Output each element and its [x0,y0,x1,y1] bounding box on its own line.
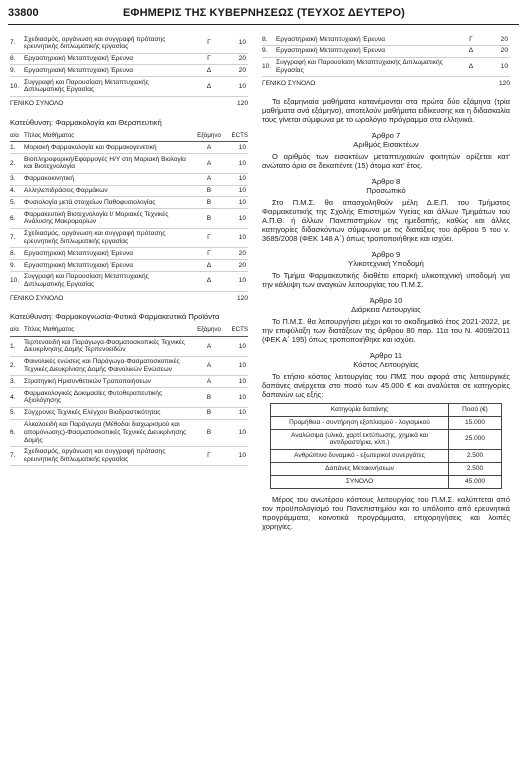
table-row [10,173,248,185]
article-10-title: Άρθρο 10 [369,295,403,305]
col-header-ects: ECTS [226,324,248,336]
table-row [10,337,248,357]
cost-category: Προμήθεια - συντήρηση εξοπλισμού - λογισμικού [271,416,449,429]
table-row [262,45,510,57]
course-title: Εργαστηριακή Μεταπτυχιακή Έρευνα [24,248,192,260]
total-value: 120 [236,294,248,302]
course-semester: Γ [192,53,226,65]
course-ects: 10 [226,77,248,97]
article-8-title: Άρθρο 8 [371,176,401,186]
course-title: Τερπενοειδή και Παράγωγα-Φασματοσκοπικές Τεχνικές Διευκρίνησης Δομής Τερπενοειδών [24,337,192,357]
table-row [10,185,248,197]
total-label: ΓΕΝΙΚΟ ΣΥΝΟΛΟ [10,294,64,302]
course-semester: Γ [192,248,226,260]
course-ects: 10 [226,271,248,291]
table-row [271,429,502,450]
cost-category: Ανθρώπινο δυναμικό - εξωτερικοί συνεργάτες [271,450,449,463]
table-row [271,416,502,429]
col-header-number: α/α [10,130,24,142]
cost-table [270,403,502,489]
course-number: 9. [262,45,276,57]
course-ects: 10 [226,337,248,357]
course-title: Φαρμακευτική Βιοτεχνολογία Ι/ Μοριακές Τεχνικές Ανάλυσης Μακρομορίων [24,209,192,229]
course-number: 4. [10,185,24,197]
course-semester: Δ [454,57,488,77]
table-row [10,356,248,376]
table-row [271,450,502,463]
table-row [10,228,248,248]
course-number: 4. [10,388,24,408]
course-ects: 10 [488,57,510,77]
article-7-text: Ο αριθμός των εισακτέων μεταπτυχιακών φοιτητών ορίζεται κατ' ανώτατο όριο σε δεκαπέντε (15) άτομα κατ' έτος. [262,151,510,170]
course-number: 8. [10,248,24,260]
cost-amount: 25.000 [449,429,502,450]
page-header [8,5,519,25]
course-ects: 10 [226,376,248,388]
course-title: Συγγραφή και Παρουσίαση Μεταπτυχιακής Διπλωματικής Εργασίας [276,57,454,77]
course-semester: Δ [192,260,226,272]
continued-curriculum-table [10,34,248,111]
article-11-subtitle: Κόστος Λειτουργίας [353,359,419,369]
table-row [10,271,248,291]
article-10-subtitle: Διάρκεια Λειτουργίας [351,304,421,314]
course-title: Φαινολικές ενώσεις και Παράγωγα-Φασματοσκοπικές Τεχνικές Διευκρίνισης Δομής Φαινολικών Ενώσεων [24,356,192,376]
course-semester: Β [192,407,226,419]
course-title: Εργαστηριακή Μεταπτυχιακή Έρευνα [276,45,454,57]
course-title: Αλληλεπιδράσεις Φαρμάκων [24,185,192,197]
table-row [10,197,248,209]
course-semester: Β [192,197,226,209]
course-number: 3. [10,376,24,388]
course-number: 10. [10,271,24,291]
course-ects: 10 [226,388,248,408]
course-semester: Α [192,376,226,388]
course-title: Σύγχρονες Τεχνικές Ελέγχου Βιοδραστικότητας [24,407,192,419]
article-9-title: Άρθρο 9 [371,249,401,259]
course-ects: 10 [226,34,248,53]
table-row [10,388,248,408]
course-ects: 20 [488,34,510,45]
col-header-semester: Εξάμηνο [192,130,226,142]
course-number: 6. [10,419,24,446]
pharmacognosy-curriculum-table [10,324,248,466]
course-ects: 20 [226,53,248,65]
final-paragraph: Μέρος του ανωτέρου κόστους λειτουργίας του Π.Μ.Σ. καλύπτεται από τον προϋπολογισμό του Πανεπιστημίου και το υπόλοιπο από ερευνητικά προγράμματα, κοινοτικά προγράμματα, επιχορηγήσεις και λοιπές χορηγίες. [262,494,510,531]
header-divider [8,24,519,25]
course-number: 7. [10,34,24,53]
course-title: Βιοπληροφορική/Εφαρμογές Η/Υ στη Μοριακή Βιολογία και Βιοτεχνολογία [24,154,192,174]
course-ects: 10 [226,154,248,174]
table-row [262,34,510,45]
course-ects: 10 [226,173,248,185]
course-title: Φαρμακοκινητική [24,173,192,185]
course-semester: Α [192,356,226,376]
continued-curriculum-table [262,34,510,91]
course-ects: 10 [226,197,248,209]
course-number: 8. [262,34,276,45]
course-title: Εργαστηριακή Μεταπτυχιακή Έρευνα [24,65,192,77]
course-number: 7. [10,228,24,248]
cost-header-category: Κατηγορία δαπάνης [271,403,449,416]
course-title: Συγγραφή και Παρουσίαση Μεταπτυχιακής Διπλωματικής Εργασίας [24,77,192,97]
col-header-ects: ECTS [226,130,248,142]
table-total-row [10,96,248,110]
course-title: Μοριακή Φαρμακολογία και Φαρμακογενετική [24,142,192,154]
course-semester: Γ [192,228,226,248]
total-label: ΓΕΝΙΚΟ ΣΥΝΟΛΟ [10,99,64,107]
course-semester: Γ [192,34,226,53]
cost-category: Δαπάνες Μετακινήσεων [271,462,449,475]
course-ects: 10 [226,419,248,446]
course-semester: Α [192,173,226,185]
cost-total-row [271,475,502,488]
course-ects: 10 [226,209,248,229]
course-semester: Β [192,388,226,408]
article-11-title: Άρθρο 11 [369,350,403,360]
article-7-subtitle: Αριθμός Εισακτέων [353,139,419,149]
course-semester: Α [192,142,226,154]
table-header-row [10,130,248,142]
table-row [10,407,248,419]
course-number: 10. [10,77,24,97]
table-header-row [10,324,248,336]
course-semester: Γ [454,34,488,45]
cost-total-amount: 45.000 [449,475,502,488]
course-ects: 10 [226,446,248,466]
table-row [10,34,248,53]
course-ects: 10 [226,185,248,197]
course-ects: 10 [226,407,248,419]
course-semester: Δ [192,77,226,97]
article-8-text: Στο Π.Μ.Σ. θα απασχοληθούν μέλη Δ.Ε.Π. του Τμήματος Φαρμακευτικής της Σχολής Επιστημών Υγείας και άλλων Τμημάτων του Α.Π.Θ. ή άλλων Πανεπιστημίων της ημεδαπής, καθώς και άλλες κατηγορίες διδασκόντων σύμφωνα με τις διατάξεις του άρθρου 5 του ν. 3685/2008 (ΦΕΚ 148 Α΄) όπως τροποποιήθηκε και ισχύει. [262,197,510,243]
table-row [10,53,248,65]
course-title: Σχεδιασμός, οργάνωση και συγγραφή πρότασης ερευνητικής διπλωματικής εργασίας [24,228,192,248]
course-number: 5. [10,407,24,419]
cost-table-header [271,403,502,416]
cost-amount: 2.500 [449,462,502,475]
article-10-text: Το Π.Μ.Σ. θα λειτουργήσει μέχρι και το ακαδημαϊκό έτος 2021-2022, με την επιφύλαξη των διατάξεων της άρθρου 80 παρ. 11α του Ν. 4009/2011 (ΦΕΚ Α΄ 195) όπως τροποποιήθηκε και ισχύει. [262,316,510,344]
course-number: 2. [10,154,24,174]
course-title: Φυσιολογία μετά στοιχείων Παθοφυσιολογίας [24,197,192,209]
course-number: 3. [10,173,24,185]
table-row [10,154,248,174]
course-title: Σχεδιασμός, οργάνωση και συγγραφή πρότασης ερευνητικής διπλωματικής εργασίας [24,446,192,466]
table-row [10,446,248,466]
table-row [10,142,248,154]
page-number: 33800 [8,7,39,19]
course-ects: 20 [488,45,510,57]
table-row [10,77,248,97]
table-row [262,57,510,77]
course-semester: Α [192,337,226,357]
course-semester: Δ [192,271,226,291]
table-row [10,376,248,388]
cost-amount: 2.500 [449,450,502,463]
course-semester: Α [192,154,226,174]
course-ects: 20 [226,260,248,272]
course-number: 8. [10,53,24,65]
table-row [10,209,248,229]
cost-header-amount: Ποσό (€) [449,403,502,416]
course-semester: Β [192,185,226,197]
table-row [10,419,248,446]
exams-paragraph: Τα εξαμηνιαία μαθήματα κατανέμονται στα πρώτα δύο εξάμηνα (τρία μαθήματα ανά εξάμηνο), αποτελούν μαθήματα ειδίκευσης και η διδασκαλία τους γίνεται σύμφωνα με το ωρολόγιο πρόγραμμα στα ελληνικά. [262,96,510,124]
col-header-title: Τίτλος Μαθήματος [24,324,192,336]
article-9-subtitle: Υλικοτεχνική Υποδομή [348,258,424,268]
course-title: Φαρμακολογικές Δοκιμασίες Φυτοθεραπευτικής Αξιολόγησης [24,388,192,408]
article-8-subtitle: Προσωπικό [366,185,406,195]
cost-amount: 15.000 [449,416,502,429]
course-semester: Β [192,419,226,446]
course-number: 7. [10,446,24,466]
cost-category: Αναλώσιμα (υλικά, χαρτί εκτύπωσης, χημικά και αντιδραστήρια, κλπ.) [271,429,449,450]
cost-total-label: ΣΥΝΟΛΟ [271,475,449,488]
course-ects: 20 [226,248,248,260]
course-number: 6. [10,209,24,229]
table-total-row [262,77,510,91]
course-title: Στρατηγική Ημισυνθετικών Τροποποιήσεων [24,376,192,388]
course-number: 1. [10,337,24,357]
article-11-text: Το ετήσιο κόστος λειτουργίας του ΠΜΣ που αφορά στις λειτουργικές δαπάνες ανέρχεται στο ποσό των 45.000 € και αναλύεται σε κατηγορίες δαπανών ως εξής: [262,371,510,399]
course-semester: Β [192,209,226,229]
gazette-title: ΕΦΗΜΕΡΙΣ ΤΗΣ ΚΥΒΕΡΝΗΣΕΩΣ (ΤΕΥΧΟΣ ΔΕΥΤΕΡΟ) [123,7,405,19]
course-title: Εργαστηριακή Μεταπτυχιακή Έρευνα [24,53,192,65]
course-semester: Γ [192,446,226,466]
course-number: 10. [262,57,276,77]
course-semester: Δ [192,65,226,77]
course-title: Εργαστηριακή Μεταπτυχιακή Έρευνα [276,34,454,45]
right-column [262,34,510,531]
course-number: 9. [10,260,24,272]
article-9-text: Το Τμήμα Φαρμακευτικής διαθέτει επαρκή υλικοτεχνική υποδομή για την κάλυψη των αναγκών λειτουργίας του Π.Μ.Σ. [262,270,510,289]
section-title-pharmacognosy: Κατεύθυνση: Φαρμακογνωσία-Φυτικά Φαρμακευτικά Προϊόντα [10,312,220,322]
table-row [10,65,248,77]
table-row [271,462,502,475]
course-number: 1. [10,142,24,154]
table-row [10,248,248,260]
course-title: Αλκαλοειδή και Παράγωγα (Μέθοδοι διαχωρισμού και απομόνωσης)-Φασματοσκοπικές Τεχνικές Διευκρίνησης Δομής [24,419,192,446]
pharmacology-curriculum-table [10,130,248,306]
course-title: Συγγραφή και Παρουσίαση Μεταπτυχιακής Διπλωματικής Εργασίας [24,271,192,291]
course-number: 9. [10,65,24,77]
table-total-row [10,291,248,305]
course-title: Εργαστηριακή Μεταπτυχιακή Έρευνα [24,260,192,272]
course-title: Σχεδιασμός, οργάνωση και συγγραφή πρότασης ερευνητικής διπλωματικής εργασίας [24,34,192,53]
left-column [10,34,248,466]
article-7-title: Άρθρο 7 [371,130,401,140]
col-header-title: Τίτλος Μαθήματος [24,130,192,142]
course-number: 5. [10,197,24,209]
course-number: 2. [10,356,24,376]
course-ects: 10 [226,228,248,248]
total-value: 120 [498,80,510,88]
course-semester: Δ [454,45,488,57]
course-ects: 10 [226,356,248,376]
total-value: 120 [236,99,248,107]
table-row [10,260,248,272]
col-header-number: α/α [10,324,24,336]
section-title-pharmacology: Κατεύθυνση: Φαρμακολογία και Θεραπευτική [10,117,162,127]
col-header-semester: Εξάμηνο [192,324,226,336]
total-label: ΓΕΝΙΚΟ ΣΥΝΟΛΟ [262,80,316,88]
course-ects: 10 [226,142,248,154]
course-ects: 20 [226,65,248,77]
